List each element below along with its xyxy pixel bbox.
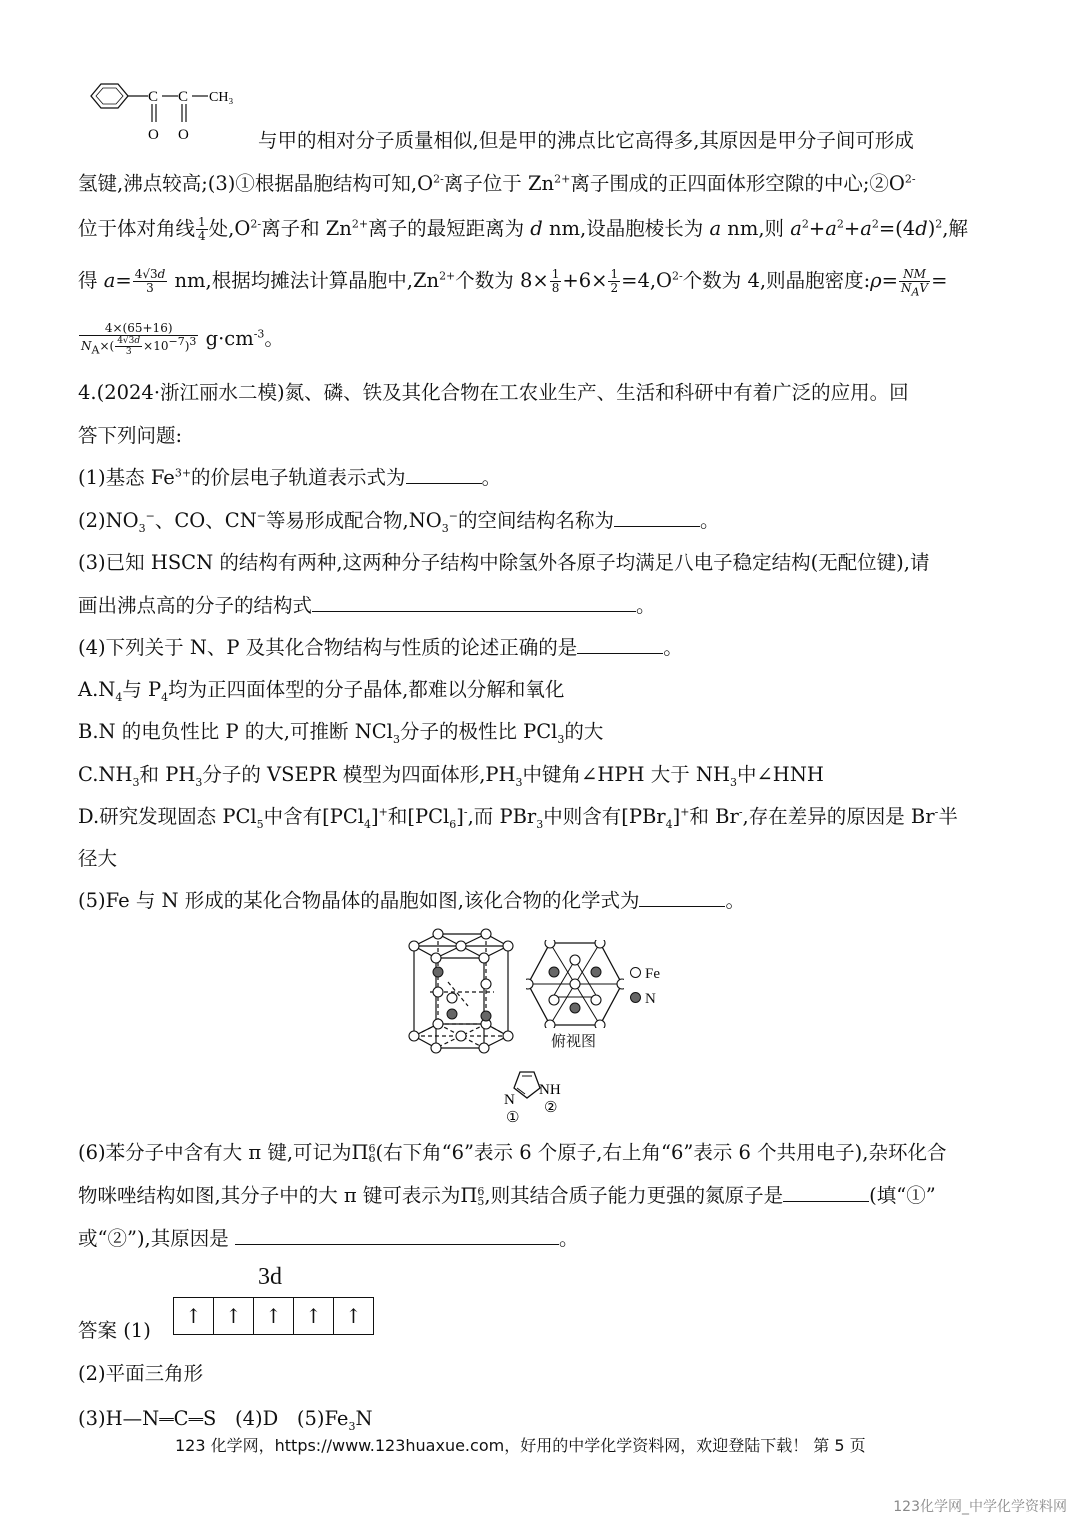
imidazole-marker-1: ① (506, 1108, 520, 1126)
option-b: B.N 的电负性比 P 的大,可推断 NCl$_3$分子的极性比 PCl$_3$的大 (78, 720, 604, 746)
legend-n-marker (630, 992, 641, 1003)
solution-line-2: 氢键,沸点较高;(3)①根据晶胞结构可知$,O^{2-}$离子位于 $Zn^{2+}$离子围成的正四面体形空隙的中心$;②O^{2-}$ (78, 172, 916, 195)
legend-n-label: N (645, 991, 656, 1007)
option-a: $A.N_4$与 $P_4$均为正四面体型的分子晶体,都难以分解和氧化 (78, 678, 565, 704)
question-4-part-3b: 画出沸点高的分子的结构式 。 (78, 594, 656, 617)
solution-line-1: 与甲的相对分子质量相似,但是甲的沸点比它高得多,其原因是甲分子间可形成 (258, 129, 914, 152)
answer-label: 答案 (1) (78, 1319, 151, 1342)
orbital-box-1: ↑ (174, 1298, 214, 1334)
unit-cell-diagram (408, 926, 518, 1054)
phenyl-diketone-structure (86, 78, 256, 148)
question-4-part-1: (1)基态 $Fe^{3+}$的价层电子轨道表示式为 。 (78, 466, 502, 489)
orbital-box-3: ↑ (254, 1298, 294, 1334)
legend-n (630, 991, 656, 1008)
solution-line-3: 位于体对角线 $\frac{1}{4}$ 处$,O^{2-}$离子和 $Zn^{2+}$离子的最短距离为 d nm,设晶胞棱长为 a nm,则 $a^2+a^2+a^2=(4d)^2$,解 (78, 215, 968, 243)
question-4-part-6c: 或“②”),其原因是 。 (78, 1227, 579, 1250)
question-4-stem-1: 4.(2024·浙江丽水二模)氮、磷、铁及其化合物在工农业生产、生活和科研中有着广泛的应用。回 (78, 381, 909, 404)
legend-fe-label: Fe (645, 966, 660, 982)
imidazole-nh-label: NH (539, 1082, 561, 1098)
imidazole-marker-2: ② (544, 1098, 558, 1116)
orbital-box-5: ↑ (345, 1304, 362, 1328)
question-4-part-4: (4)下列关于 N、P 及其化合物结构与性质的论述正确的是 。 (78, 636, 683, 659)
carbon-label-1: C (148, 89, 159, 105)
legend-fe (630, 966, 660, 983)
orbital-box-2: ↑ (214, 1298, 254, 1334)
imidazole-n-label: N (504, 1092, 515, 1108)
orbital-diagram (173, 1297, 374, 1335)
answer-2: (2)平面三角形 (78, 1362, 204, 1385)
option-c: $C.NH_3$和 $PH_3$分子的 VSEPR 模型为四面体形$,PH_3$中键角∠HPH 大于 $NH_3$中∠HNH (78, 763, 824, 789)
option-d-line-2: 径大 (78, 847, 118, 870)
question-4-part-2: $(2)NO_3^-$、CO、CN−等易形成配合物$,NO_3^-$的空间结构名称为 。 (78, 509, 720, 535)
option-d-line-1: D.研究发现固态 PCl$_5$中含有[PCl$_4$]+和[PCl$_6$]-,而 PBr$_3$中则含有[PBr$_4$]+和 Br-,存在差异的原因是 Br-半 (78, 805, 958, 831)
question-4-part-6b: 物咪唑结构如图,其分子中的大 π 键可表示为Π 6 5 ,则其结合质子能力更强的氮原子是 (填“①” (78, 1184, 936, 1208)
orbital-label: 3d (258, 1264, 282, 1290)
imidazole-structure (498, 1066, 578, 1128)
orbital-box-4: ↑ (294, 1298, 334, 1334)
methyl-label: CH₃ (209, 90, 234, 105)
solution-line-4: 得 a= $\frac{4√3d}{3}$ nm,根据均摊法计算晶胞中$,Zn^{2+}$个数为 8× $\frac{1}{8}$ +6× $\frac{1}{2}$ $=4,O^{2-}$个数为 4,则晶胞密度:ρ= $\frac{NM}{N_AV}$ = (78, 267, 948, 299)
oxygen-label-1: O (148, 127, 159, 143)
carbon-label-2: C (178, 89, 189, 105)
solution-line-5: 4×(65+16) $N_A\times$( $\frac{4√3d}{3}$ $\times 10^{-7})^3$ $g\cdot cm^{-3}$。 (81, 321, 284, 357)
question-4-part-6a: (6)苯分子中含有大 π 键,可记为Π 6 6 (右下角“6”表示 6 个原子,右上角“6”表示 6 个共用电子),杂环化合 (78, 1141, 947, 1165)
question-4-part-5: (5)Fe 与 N 形成的某化合物晶体的晶胞如图,该化合物的化学式为 。 (78, 889, 745, 912)
oxygen-label-2: O (178, 127, 189, 143)
page-footer: 123 化学网，https://www.123huaxue.com，好用的中学化学资料网，欢迎登陆下载！ 第 5 页 (175, 1436, 866, 1455)
watermark: 123化学网_中学化学资料网 (893, 1499, 1067, 1515)
question-4-stem-2: 答下列问题: (78, 424, 183, 447)
top-view-caption: 俯视图 (551, 1032, 597, 1050)
answer-3-5: (3)H—N══C══S (4)D $(5)Fe_3N$ (78, 1407, 373, 1433)
question-4-part-3a: (3)已知 HSCN 的结构有两种,这两种分子结构中除氢外各原子均满足八电子稳定结构(无配位键),请 (78, 551, 930, 574)
top-view-diagram (526, 940, 624, 1028)
legend-fe-marker (630, 967, 641, 978)
